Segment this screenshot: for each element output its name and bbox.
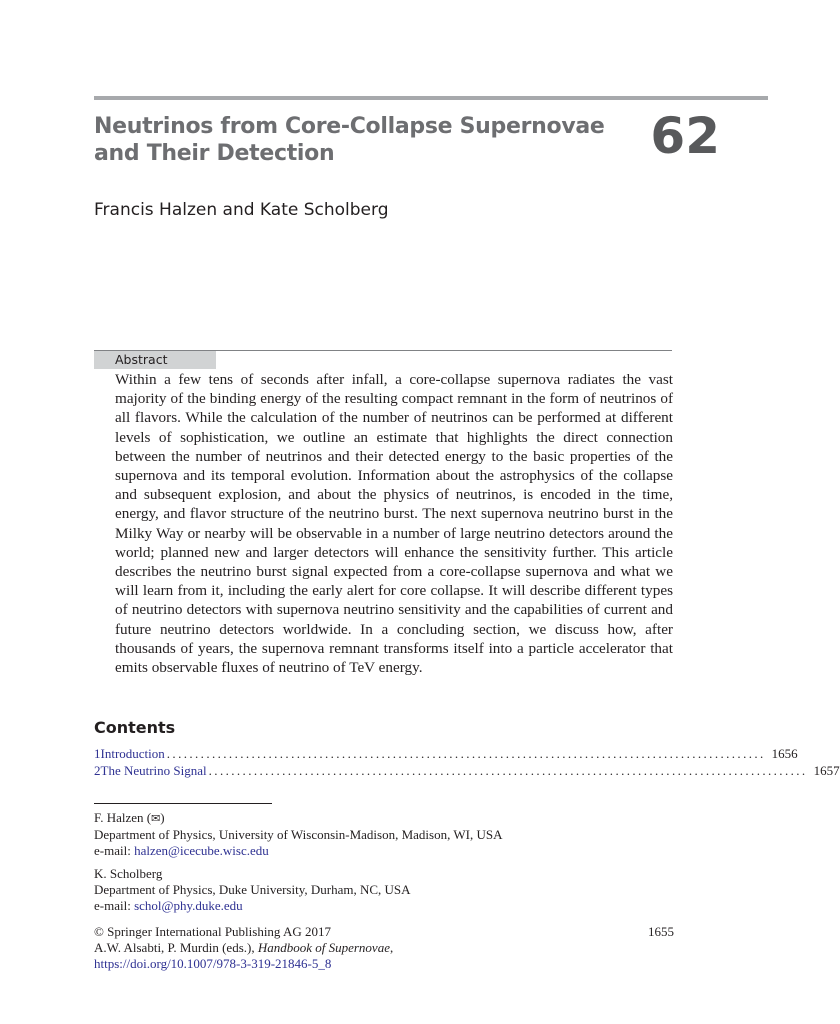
toc-item-number[interactable]: 1 [94,746,101,761]
toc-item-number[interactable]: 2 [94,763,101,778]
citation-book-title: Handbook of Supernovae [257,940,390,955]
author-footnotes [94,810,674,921]
toc-item-page: 1657 [813,763,840,778]
footnote-author-1-name [94,810,674,827]
abstract-text: Within a few tens of seconds after infall, a core-collapse supernova radiates the vast majority of the binding energy of the resulting compact remnant in the form of neutrinos of all flavors. While the calculation of the number of neutrinos can be performed at different levels of sophistication, we outline an estimate that highlights the direct connection between the number of neutrinos and their detected energy to the basic properties of the supernova and its temporal evolution. Information about the astrophysics of the collapse and subsequent explosion, and about the physics of neutrinos, is encoded in the time, energy, and flavor structure of the neutrino burst. The next supernova neutrino burst in the Milky Way or nearby will be observable in a number of large neutrino detectors around the world; planned new and larger detectors will enhance the sensitivity further. This article describes the neutrino burst signal expected from a core-collapse supernova and what we will learn from it, including the early alert for core collapse. It will describe different types of neutrino detectors with supernova neutrino sensitivity and the capabilities of current and future neutrino detectors worldwide. In a concluding section, we discuss how, after thousands of years, the supernova remnant transforms itself into a particle accelerator that emits observable fluxes of neutrino of TeV energy. [115,371,673,677]
author-2-name: K. Scholberg [94,866,163,881]
chapter-title-line-2: and Their Detection [94,141,335,166]
author-1-name-close: ) [160,810,165,825]
author-2-email-line [94,898,674,914]
chapter-title [94,113,634,167]
author-1-email-line [94,843,674,859]
toc-item-page: 1656 [771,746,798,761]
page-number: 1655 [648,924,674,939]
footnote-author-2 [94,866,674,914]
toc-item-link[interactable]: The Neutrino Signal [100,763,207,778]
citation-comma: , [389,940,394,955]
author-2-affiliation: Department of Physics, Duke University, Durham, NC, USA [94,882,411,897]
toc-item-neutrino-signal[interactable] [94,762,840,779]
author-1-affiliation: Department of Physics, University of Wisconsin-Madison, Madison, WI, USA [94,827,503,842]
doi-link[interactable]: https://doi.org/10.1007/978-3-319-21846-5_8 [94,956,332,971]
footnote-author-1 [94,810,674,859]
citation-editors: A.W. Alsabti, P. Murdin (eds.), [94,940,258,955]
author-1-name: F. Halzen ( [94,810,152,825]
toc-leader-dots: .......................................................................................................... [166,746,766,761]
envelope-icon[interactable]: ✉ [151,812,161,825]
author-1-email-link[interactable]: halzen@icecube.wisc.edu [134,843,269,858]
footnote-rule [94,803,272,804]
email-prefix: e-mail: [94,843,135,858]
table-of-contents [94,745,840,779]
author-2-email-link[interactable]: schol@phy.duke.edu [134,898,243,913]
copyright-block [94,924,674,972]
chapter-authors: Francis Halzen and Kate Scholberg [94,200,389,220]
citation-line [94,940,674,956]
abstract-label: Abstract [115,352,168,367]
copyright-line: © Springer International Publishing AG 2017 [94,924,331,939]
email-prefix: e-mail: [94,898,135,913]
toc-item-link[interactable]: Introduction [100,746,165,761]
header-rule [94,96,768,100]
toc-leader-dots: .......................................................................................................... [208,763,808,778]
chapter-number: 62 [650,107,720,165]
toc-item-introduction[interactable] [94,745,798,762]
chapter-title-line-1: Neutrinos from Core-Collapse Supernovae [94,114,605,139]
contents-heading: Contents [94,718,176,737]
